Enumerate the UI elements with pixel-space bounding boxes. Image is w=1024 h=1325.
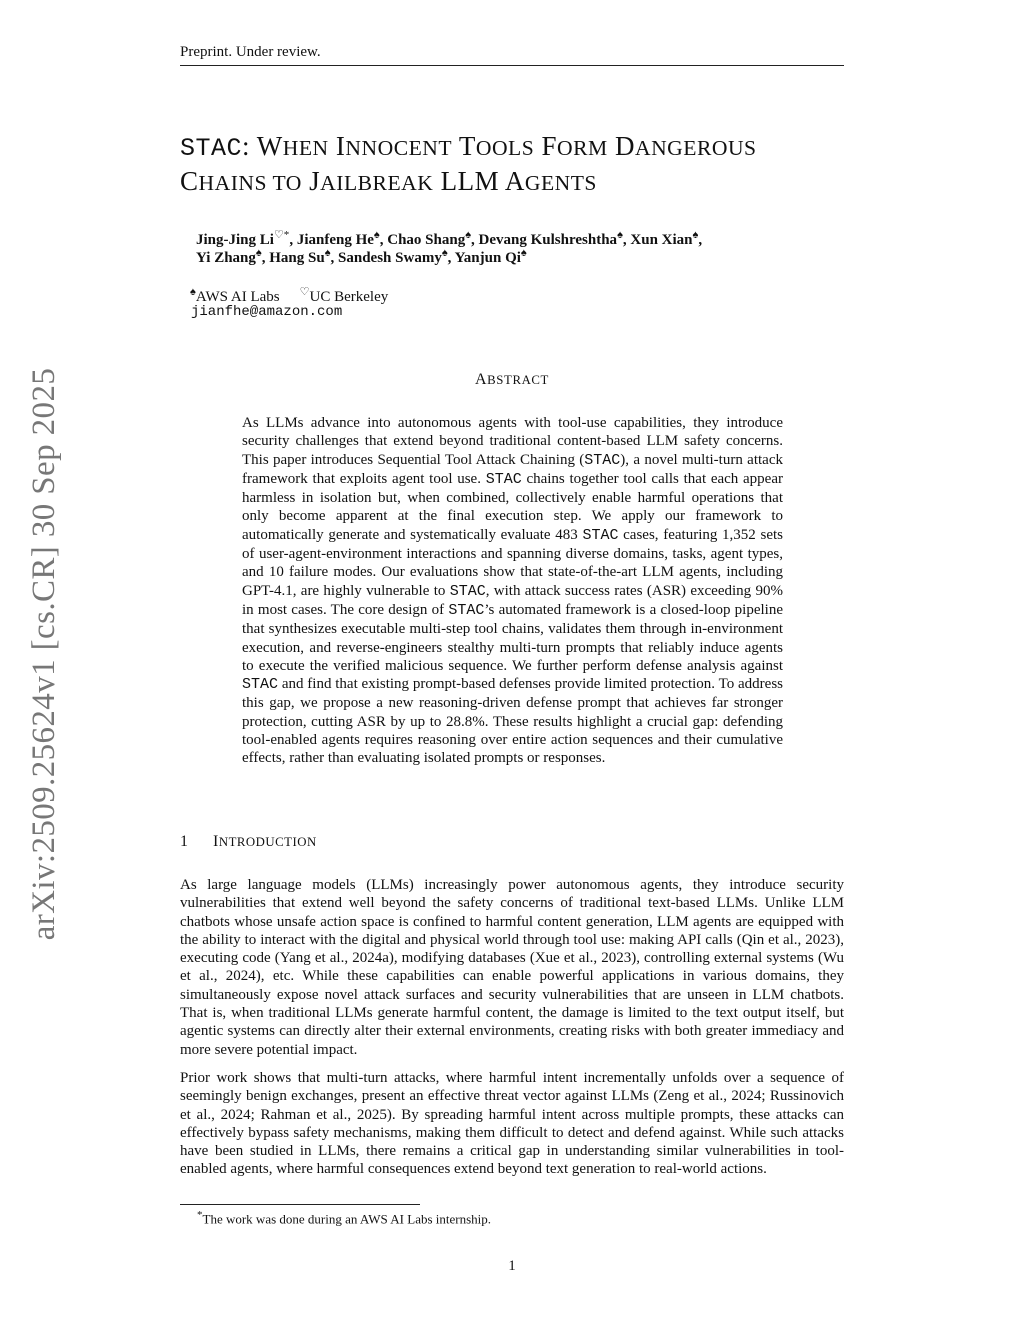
title-part: F [534,131,558,161]
spade-icon: ♠ [441,247,448,259]
separator: , [261,250,270,266]
title-part: OOLS [475,136,535,160]
title-line-1 [180,130,860,165]
abstract-text: chains together tool calls that each appear harmless in isolation but, when combined, collectively enable harmful operations that only become apparent at the final execution step. We apply our framework to automatically generate and systematically evaluate 483 [242,470,783,543]
author-name: Yi Zhang [196,250,256,266]
footnote-text: The work was done during an AWS AI Labs internship. [202,1211,492,1227]
author-name: Devang Kulshreshtha [478,232,618,248]
separator: , [289,232,297,248]
affiliations [190,285,388,306]
title-line-2 [180,165,860,200]
title-part: LLM A [433,166,525,196]
author-list-line-2 [196,247,527,267]
title-part: C [180,166,199,196]
intro-paragraph-2: Prior work shows that multi-turn attacks, where harmful intent incrementally unfolds over a sequence of seemingly benign exchanges, present an effective threat vector against LLMs (Zeng et al., 2024; Russinovich et al., 2024; Rahman et al., 2025). By spreading harmful intent across multiple prompts, these attacks can effectively bypass safety mechanisms, making them difficult to detect and defend against. While such attacks have been studied in LLMs, there remains a critical gap in understanding similar vulnerabilities in tool-enabled agents, where harmful consequences extend beyond text generation to real-world actions. [180,1070,844,1178]
abstract-text: ), a novel multi-turn attack framework that exploits agent tool use. [242,451,783,487]
title-part: ANGEROUS [634,136,757,160]
intro-paragraph-1: As large language models (LLMs) increasingly power autonomous agents, they introduce security vulnerabilities that extend well beyond the safety concerns of traditional text-based LLMs. Unlike LLM chatbots whose unsafe action space is confined to harmful content generation, LLM agents are equipped with the ability to interact with the digital and physical world through tool use: making API calls (Qin et al., 2023), executing code (Yang et al., 2024a), modifying databases (Xue et al., 2023), controlling external systems (Wu et al., 2024), etc. While these capabilities can enable powerful applications in various domains, they simultaneously expose novel attack surfaces and security vulnerabilities that are unseen in LLM chatbots. That is, when traditional LLMs generate harmful content, the damage is limited to the text output itself, but agentic systems can directly alter their external environments, creating risks with both greater immediacy and more severe potential impact. [180,877,844,1058]
title-part: ORM [557,136,608,160]
heading-part: I [213,833,219,850]
spade-icon: ♠ [190,286,196,298]
section-number: 1 [180,833,189,850]
spade-icon: ♠ [692,229,699,241]
separator: , [379,232,388,248]
footnote-mark: * [197,1209,203,1221]
system-name: STAC [485,470,522,488]
affiliation-aws: AWS AI Labs [195,289,280,305]
heading-part: NTRODUCTION [218,835,317,849]
title-part: HAINS TO [198,171,302,195]
title-part: J [301,166,321,196]
separator: , [330,250,339,266]
spade-icon: ♠ [465,229,472,241]
abstract-text: and find that existing prompt-based defenses provide limited protection. To address this gap, we propose a new reasoning-driven defense prompt that achieves far stronger protection, cutting ASR by up to 28.8%. These results highlight a crucial gap: defending tool-enabled agents requires reasoning over entire action sequences and their cumulative effects, rather than evaluating isolated prompts or responses. [242,676,783,767]
system-name: STAC [242,676,279,694]
author-name: Jing-Jing Li [196,232,274,248]
separator: , [698,232,703,248]
running-header: Preprint. Under review. [180,44,321,60]
section-heading-introduction [180,833,317,851]
footnote-rule [180,1204,420,1205]
spade-icon: ♠ [255,247,262,259]
header-rule [180,65,844,66]
author-name: Yanjun Qi [454,250,521,266]
system-name: STAC [448,601,485,619]
abstract-text: cases, featuring 1,352 sets of user-agent-environment interactions and spanning diverse domains, tasks, agent types, and 10 failure modes. Our evaluations show that state-of-the-art LLM agents, including GPT-4.1, are highly vulnerable to [242,526,783,599]
author-name: Jianfeng He [296,232,374,248]
spade-icon: ♠ [373,229,380,241]
separator: , [471,232,479,248]
author-name: Hang Su [269,250,325,266]
title-part: T [452,131,476,161]
title-part: I [328,131,346,161]
heart-icon: ♡* [273,229,290,241]
heading-part: BSTRACT [487,373,549,387]
separator: , [447,250,455,266]
separator: , [622,232,631,248]
abstract-body [242,414,783,768]
arxiv-stamp: arXiv:2509.25624v1 [cs.CR] 30 Sep 2025 [26,367,62,941]
system-name: STAC [449,582,486,600]
author-name: Sandesh Swamy [338,250,442,266]
system-name: STAC [584,451,621,469]
author-name: Xun Xian [630,232,693,248]
affiliation-ucb: UC Berkeley [309,289,389,305]
title-part: AILBREAK [320,171,434,195]
abstract-text: ’s automated framework is a closed-loop pipeline that synthesizes executable multi-step tool chains, validates them through in-environment execution, and reverse-engineers stealthy multi-turn prompts that reliably induce agents to execute the verified malicious sequence. We further perform defense analysis against [242,601,783,674]
system-name: STAC [582,526,619,544]
abstract-heading [180,371,844,389]
title-system-name: STAC [180,134,243,163]
title-part: D [607,131,635,161]
paper-title [180,130,860,200]
page-number: 1 [508,1258,516,1274]
title-part: : W [242,131,283,161]
spade-icon: ♠ [324,247,331,259]
author-email[interactable]: jianfhe@amazon.com [191,304,343,320]
title-part: GENTS [524,171,597,195]
title-part: NNOCENT [345,136,453,160]
heading-part: A [475,371,488,388]
abstract-text: As LLMs advance into autonomous agents with tool-use capabilities, they introduce security challenges that extend beyond traditional content-based LLM safety concerns. This paper introduces Sequential Tool Attack Chaining ( [242,415,783,468]
author-name: Chao Shang [387,232,466,248]
author-list-line-1 [196,228,702,249]
spade-icon: ♠ [617,229,623,241]
spade-icon: ♠ [520,247,527,259]
title-part: HEN [282,136,329,160]
heart-icon: ♡ [299,286,310,298]
footnote [197,1209,491,1227]
abstract-text: , with attack success rates (ASR) exceeding 90% in most cases. The core design of [242,582,783,618]
